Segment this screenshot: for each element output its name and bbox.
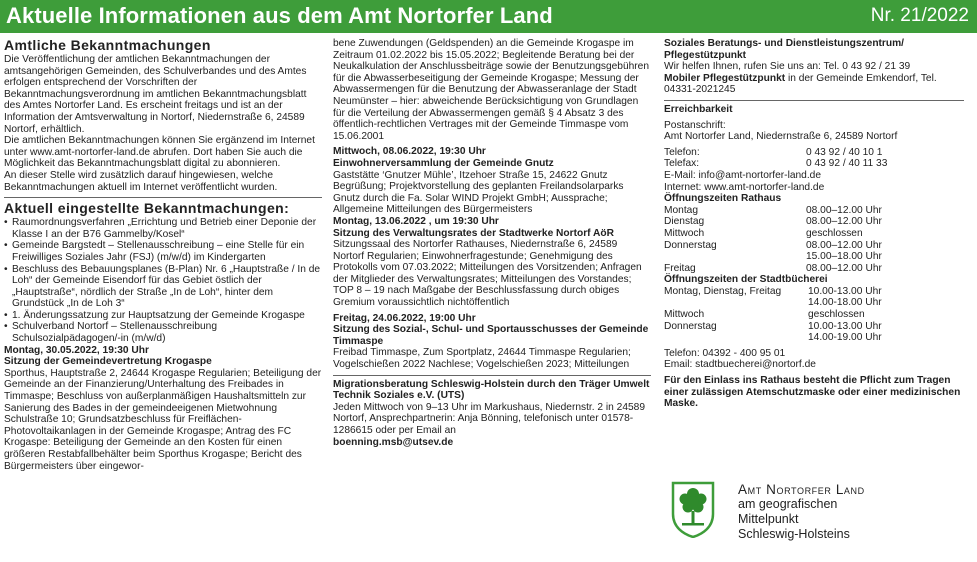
email-line[interactable]: E-Mail: info@amt-nortorfer-land.de: [664, 169, 821, 181]
postanschrift-value: Amt Nortorfer Land, Niedernstraße 6, 24589 Nortorf: [664, 131, 898, 143]
telefax-value: 0 43 92 / 40 11 33: [806, 158, 888, 170]
meeting-body: Freibad Timmaspe, Zum Sportplatz, 24644 Timmaspe Regularien; Vogelschießen 2022 Nachlese; Vogelschießen 2023; Mitteilungen: [333, 347, 631, 371]
hours-row: [664, 286, 964, 298]
meeting-body: Sporthus, Hauptstraße 2, 24644 Krogaspe Regularien; Beteiligung der Gemeinde an der Finanzierung/Unterhaltung des Freibades in Timmaspe; Beschluss von außerplanmäßigen Haushaltsmitteln zur Sanierung des Bades in der gemeindeeigenen Mietwohnung Schulstraße 10; Grundsatzbeschluss für Freiflächen-Photovoltaikanlagen in der Gemeinde Krogaspe; Antrag des FC Krogaspe: Beteiligung der Gemeinde an den Kosten für einen größeren Restabfallbehälter beim Sporthus Krogaspe; Bericht des Bürgermeisters über eingewor-: [4, 367, 322, 472]
column-middle: [333, 38, 651, 448]
hours-time: 14.00-18.00 Uhr: [808, 297, 882, 309]
column-left: [4, 38, 322, 472]
section-divider: [4, 197, 322, 198]
meeting-date: Freitag, 24.06.2022, 19:00 Uhr: [333, 312, 476, 324]
hours-row: [664, 251, 964, 263]
hours-row: [664, 297, 964, 309]
hours-day: Freitag: [664, 262, 696, 274]
tree-emblem-icon: [670, 480, 716, 538]
mobiler-label: Mobiler Pflegestützpunkt: [664, 72, 786, 84]
meeting-title: Sitzung der Gemeindevertretung Krogaspe: [4, 356, 212, 368]
meeting-date: Mittwoch, 08.06.2022, 19:30 Uhr: [333, 146, 486, 158]
hours-day: Donnerstag: [664, 239, 717, 251]
rathaus-hours-heading: Öffnungszeiten Rathaus: [664, 193, 782, 205]
hours-day: Mittwoch: [664, 227, 705, 239]
list-item[interactable]: • Schulverband Nortorf – Stellenausschreibung Schulsozialpädagogen/-in (m/w/d): [12, 321, 322, 344]
migration-body: Jeden Mittwoch von 9–13 Uhr im Markushaus, Niedernstr. 2 in 24589 Nortorf, Ansprechpartnerin: Anja Bönning, telefonisch unter 01578-1286615 oder per Email an: [333, 401, 646, 436]
list-item[interactable]: • Gemeinde Bargstedt – Stellenausschreibung – eine Stelle für ein Freiwilliges Soziales Jahr (FSJ) (m/w/d) im Kindergarten: [12, 240, 322, 263]
hours-time: geschlossen: [808, 309, 865, 321]
list-item[interactable]: • Beschluss des Bebauungsplanes (B-Plan) Nr. 6 „Hauptstraße / In de Loh“ der Gemeinde Eisendorf für das Gebiet östlich der „Hauptstraße“, nördlich der Straße „In de Loh“, hinter dem Grundstück „In de Loh 3“: [12, 264, 322, 310]
hours-day: Montag: [664, 204, 698, 216]
issue-number: Nr. 21/2022: [870, 5, 969, 26]
amtliche-paragraph-1: Die Veröffentlichung der amtlichen Bekanntmachungen der amtsangehörigen Gemeinden, des Schulverbandes und des Amtes erfolgen entsprechend der Vorschriften der Bekanntmachungsverordnung im amtlichen Bekanntmachungsblatt des Amtes Nortorfer Land. Es erscheint freitags und ist an der Information der Amtsverwaltung in Nortorf, Niedernstraße 6, 24589 Nortorf, erhältlich.: [4, 54, 307, 135]
page-title: Aktuelle Informationen aus dem Amt Nortorfer Land: [6, 3, 553, 28]
hours-time: 15.00–18.00 Uhr: [806, 251, 882, 263]
migration-email-link[interactable]: boenning.msb@utsev.de: [333, 436, 454, 448]
hours-row: [664, 332, 964, 344]
erreichbarkeit-heading: Erreichbarkeit: [664, 103, 733, 115]
telefon-label: Telefon:: [664, 146, 700, 158]
logo-org-name: Amt Nortorfer Land: [738, 482, 865, 497]
hours-day: [664, 297, 808, 309]
hours-day: [664, 332, 808, 344]
amtliche-paragraph-3: An dieser Stelle wird zusätzlich darauf hingewiesen, welche Bekanntmachungen aktuell im Internet veröffentlicht wurden.: [4, 169, 278, 193]
amt-logo-text: [738, 482, 865, 542]
column-right: [664, 38, 964, 410]
header-bar: [0, 0, 977, 33]
hours-row: [664, 205, 964, 217]
section-divider: [333, 375, 651, 376]
hours-day: Dienstag: [664, 216, 705, 228]
meeting-body: Sitzungssaal des Nortorfer Rathauses, Niedernstraße 6, 24589 Nortorf Regularien; Einwohnerfragestunde; Genehmigung des Protokolls vom 07.03.2022; Mitteilungen des Vorsitzenden; Anfragen der Mitglieder des Verwaltungsrates; Mitteilungen des Vorstandes; TOP 8 – 19 nach Maßgabe der Beschlussfassung durch obiges Gremium voraussichtlich nichtöffentlich: [333, 239, 642, 309]
hours-row: [664, 216, 964, 228]
migration-title: Migrationsberatung Schleswig-Holstein durch den Träger Umwelt Technik Soziales e.V. (UTS): [333, 378, 650, 402]
telefon-row: [664, 147, 964, 159]
hours-time: 10.00-13.00 Uhr: [808, 320, 882, 332]
hours-time: 08.00–12.00 Uhr: [806, 262, 882, 274]
section-divider: [664, 100, 964, 101]
bekanntmachungen-list: [4, 217, 322, 345]
list-item[interactable]: • Raumordnungsverfahren „Errichtung und Betrieb einer Deponie der Klasse I an der B76 Gammelby/Kosel“: [12, 217, 322, 240]
hours-row: [664, 321, 964, 333]
postanschrift-label: Postanschrift:: [664, 119, 726, 131]
telefon-value[interactable]: 0 43 92 / 40 10 1: [806, 146, 883, 158]
meeting-date: Montag, 13.06.2022 , um 19:30 Uhr: [333, 215, 499, 227]
hours-time: 08.00–12.00 Uhr: [806, 239, 882, 251]
mobiler-line: [664, 73, 964, 96]
hours-row: [664, 263, 964, 275]
mask-notice: Für den Einlass ins Rathaus besteht die Pflicht zum Tragen einer zulässigen Atemschutzmaske oder einer medizinischen Maske.: [664, 375, 961, 410]
hours-time: 14.00-19.00 Uhr: [808, 332, 882, 344]
sozial-title: Soziales Beratungs- und Dienstleistungszentrum/ Pflegestützpunkt: [664, 38, 905, 61]
amtliche-paragraph-2: Die amtlichen Bekanntmachungen können Sie ergänzend im Internet unter www.amt-nortorfer-land.de abrufen. Dort haben Sie auch die Möglichkeit das Bekanntmachungsblatt digital zu abonnieren.: [4, 135, 315, 170]
amtliche-heading: Amtliche Bekanntmachungen: [4, 37, 211, 53]
meeting-body-continued: bene Zuwendungen (Geldspenden) an die Gemeinde Krogaspe im Zeitraum 01.02.2022 bis 15.05.2022; Begleitende Beratung bei der Neukalkulation der Anschlussbeiträge sowie der Benutzungsgebühren für die Abwasserbeseitigung der Gemeinde Krogaspe; Messung der Abwassermengen für die Benutzung der Abwasseranlage der Stadt Neumünster – hier: abweichende Berücksichtigung von Grundlagen für die Verteilung der Abwassermengen gemäß § 4 Absatz 3 des öffentlich-rechtlichen Vertrages mit der Gemeinde Timmaspe vom 15.06.2001: [333, 38, 650, 142]
hours-time: geschlossen: [806, 227, 863, 239]
hours-time: 08.00–12.00 Uhr: [806, 216, 882, 228]
hours-row: [664, 240, 964, 252]
buecherei-telefon[interactable]: Telefon: 04392 - 400 95 01: [664, 347, 786, 359]
hours-row: [664, 309, 964, 321]
meeting-title: Sitzung des Sozial-, Schul- und Sportausschusses der Gemeinde Timmaspe: [333, 324, 649, 347]
logo-line: am geografischen: [738, 497, 838, 511]
logo-line: Mittelpunkt: [738, 512, 799, 526]
internet-line[interactable]: Internet: www.amt-nortorfer-land.de: [664, 181, 825, 193]
aktuell-heading: Aktuell eingestellte Bekanntmachungen:: [4, 200, 290, 217]
telefax-row: [664, 158, 964, 170]
mobiler-text: in der Gemeinde Emkendorf, Tel. 04331-2021245: [664, 72, 937, 96]
hours-day: Donnerstag: [664, 320, 717, 332]
hours-time: 10.00-13.00 Uhr: [808, 285, 882, 297]
logo-line: Schleswig-Holsteins: [738, 527, 850, 541]
meeting-title: Einwohnerversammlung der Gemeinde Gnutz: [333, 157, 554, 169]
list-item[interactable]: • 1. Änderungssatzung zur Hauptsatzung der Gemeinde Krogaspe: [12, 310, 322, 322]
hours-time: 08.00–12.00 Uhr: [806, 204, 882, 216]
hours-day: Mittwoch: [664, 309, 705, 321]
sozial-phone-line: Wir helfen Ihnen, rufen Sie uns an: Tel. 0 43 92 / 21 39: [664, 61, 911, 73]
meeting-date: Montag, 30.05.2022, 19:30 Uhr: [4, 344, 149, 356]
hours-row: [664, 228, 964, 240]
hours-day: Montag, Dienstag, Freitag: [664, 285, 782, 297]
meeting-title: Sitzung des Verwaltungsrates der Stadtwerke Nortorf AöR: [333, 227, 614, 239]
telefax-label: Telefax:: [664, 158, 700, 170]
amt-logo-block: [664, 468, 964, 548]
hours-day: [664, 251, 806, 263]
meeting-body: Gaststätte ‘Gnutzer Mühle’, Itzehoer Straße 15, 24622 Gnutz Begrüßung; Projektvorstellung des geplanten Freilandsolarparks Gnutz durch die Fa. Solar WIND Projekt GmbH; Aussprache; Allgemeine Mitteilungen des Bürgermeisters: [333, 169, 624, 216]
buecherei-hours-heading: Öffnungszeiten der Stadtbücherei: [664, 274, 828, 286]
buecherei-email[interactable]: Email: stadtbuecherei@nortorf.de: [664, 359, 816, 371]
